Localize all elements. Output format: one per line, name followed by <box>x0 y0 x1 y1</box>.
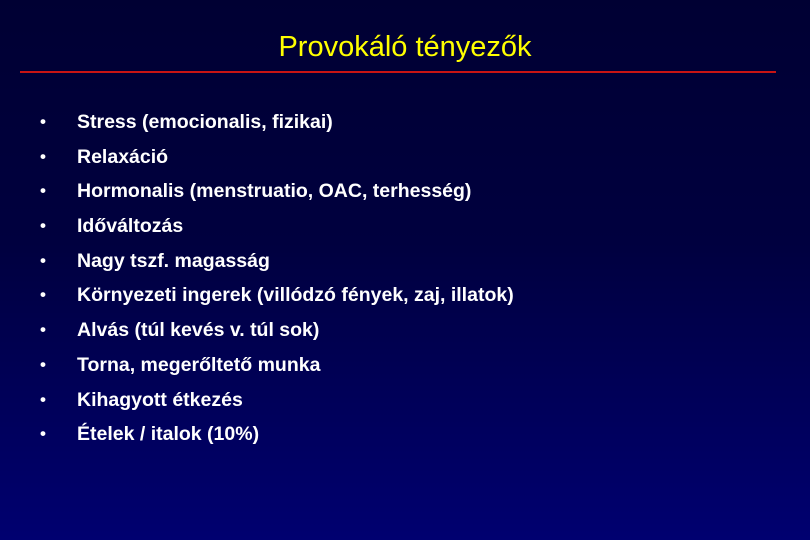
bullet-icon: • <box>40 320 46 340</box>
bullet-icon: • <box>40 146 46 166</box>
bullet-icon: • <box>40 285 46 305</box>
list-item-text: Alvás (túl kevés v. túl sok) <box>77 319 320 342</box>
list-item-text: Hormonalis (menstruatio, OAC, terhesség) <box>77 180 472 203</box>
list-item-text: Torna, megerőltető munka <box>77 353 321 376</box>
bullet-icon: • <box>40 112 46 131</box>
list-item-text: Nagy tszf. magasság <box>77 249 270 272</box>
bullet-icon: • <box>40 250 46 270</box>
bullet-icon: • <box>40 389 46 409</box>
title-divider <box>20 71 776 73</box>
list-item-text: Időváltozás <box>77 215 184 238</box>
list-item-text: Stress (emocionalis, fizikai) <box>77 111 333 133</box>
bullet-icon: • <box>40 354 46 374</box>
list-item-text: Környezeti ingerek (villódzó fények, zaj, illatok) <box>77 284 514 307</box>
list-item-text: Relaxáció <box>77 145 169 168</box>
bullet-icon: • <box>40 181 46 201</box>
list-item-text: Ételek / italok (10%) <box>77 423 260 446</box>
bullet-icon: • <box>40 216 46 236</box>
slide-title: Provokáló tényezők <box>278 31 532 63</box>
list-item-text: Kihagyott étkezés <box>77 388 243 411</box>
bullet-icon: • <box>40 424 46 444</box>
